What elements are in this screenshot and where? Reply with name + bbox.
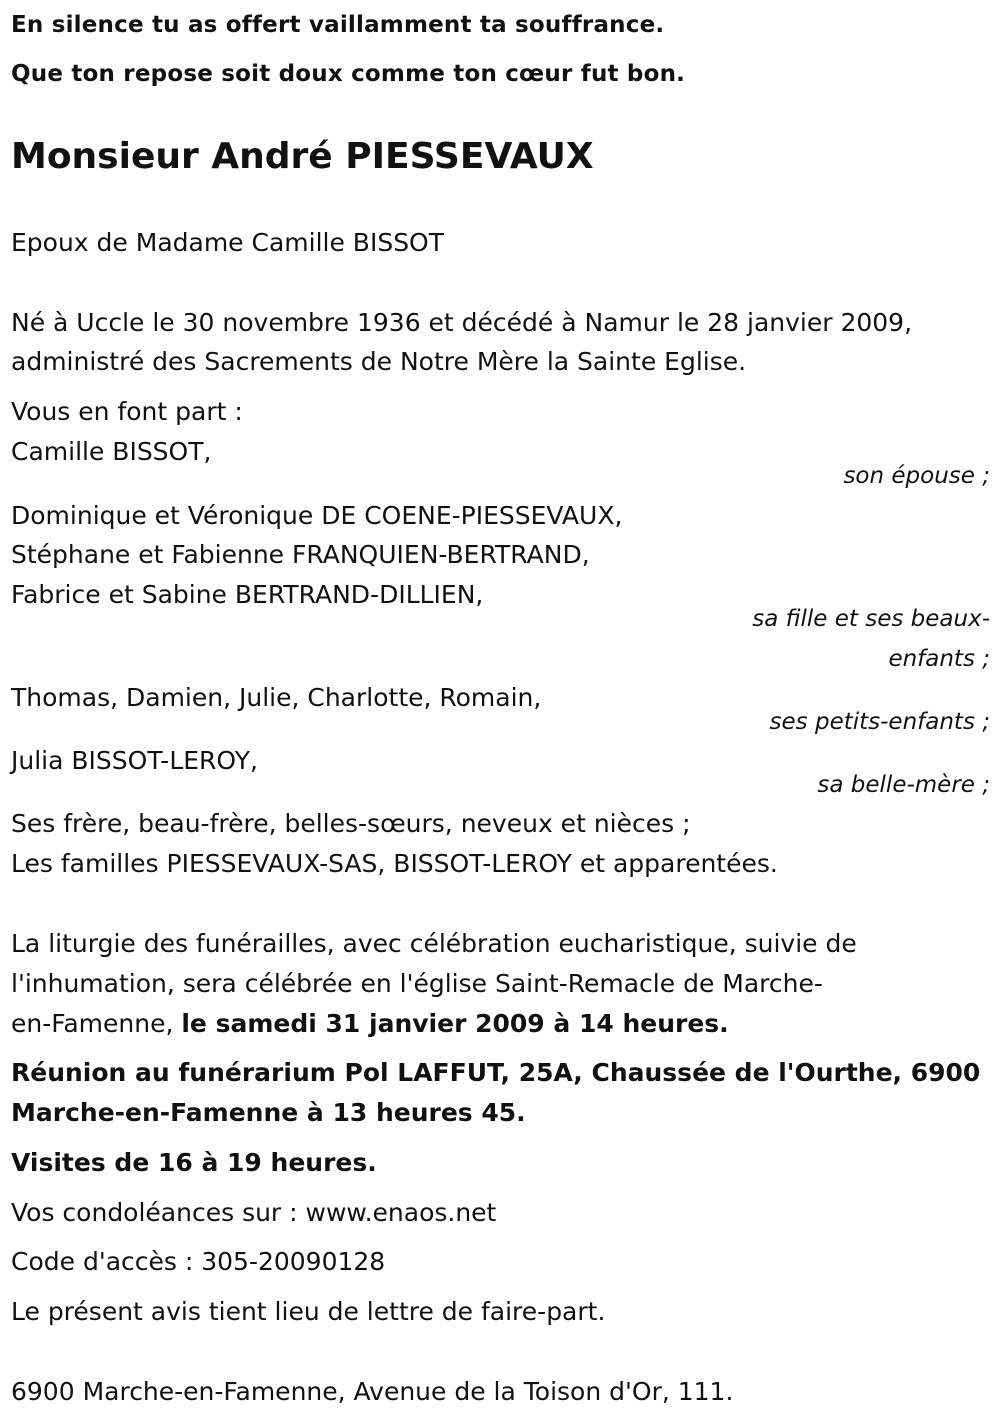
liturgy-line — [11, 1009, 729, 1039]
deceased-name: Monsieur André PIESSEVAUX — [11, 136, 594, 177]
extended-family-line: Les familles PIESSEVAUX-SAS, BISSOT-LEROY et apparentées. — [11, 849, 778, 878]
visits-line: Visites de 16 à 19 heures. — [11, 1148, 377, 1177]
relation-label: sa fille et ses beaux- — [752, 606, 990, 632]
meeting-line: Marche-en-Famenne à 13 heures 45. — [11, 1098, 526, 1127]
funeral-date: le samedi 31 janvier 2009 à 14 heures. — [181, 1009, 729, 1038]
family-member-name: Stéphane et Fabienne FRANQUIEN-BERTRAND, — [11, 540, 590, 569]
relation-label: ses petits-enfants ; — [769, 709, 990, 735]
family-member-name: Dominique et Véronique DE COENE-PIESSEVAUX, — [11, 501, 623, 530]
birth-death-line: Né à Uccle le 30 novembre 1936 et décédé à Namur le 28 janvier 2009, — [11, 308, 913, 337]
meeting-line: Réunion au funérarium Pol LAFFUT, 25A, Chaussée de l'Ourthe, 6900 — [11, 1058, 981, 1087]
extended-family-line: Ses frère, beau-frère, belles-sœurs, neveux et nièces ; — [11, 809, 691, 838]
relation-label: sa belle-mère ; — [817, 772, 990, 798]
access-code-line: Code d'accès : 305-20090128 — [11, 1247, 386, 1276]
spouse-line: Epoux de Madame Camille BISSOT — [11, 228, 445, 257]
condolences-line: Vos condoléances sur : www.enaos.net — [11, 1198, 497, 1227]
liturgy-location-text: en-Famenne, — [11, 1009, 182, 1038]
relation-label: enfants ; — [888, 646, 990, 672]
family-member-name: Thomas, Damien, Julie, Charlotte, Romain, — [11, 683, 542, 712]
sacraments-line: administré des Sacrements de Notre Mère la Sainte Eglise. — [11, 347, 747, 376]
family-member-name: Julia BISSOT-LEROY, — [11, 746, 258, 775]
liturgy-line: l'inhumation, sera célébrée en l'église Saint-Remacle de Marche- — [11, 969, 823, 998]
notice-line: Le présent avis tient lieu de lettre de faire-part. — [11, 1297, 606, 1326]
announcement-intro: Vous en font part : — [11, 397, 243, 426]
address-line: 6900 Marche-en-Famenne, Avenue de la Toison d'Or, 111. — [11, 1377, 734, 1406]
relation-label: son épouse ; — [843, 463, 990, 489]
liturgy-line: La liturgie des funérailles, avec célébration eucharistique, suivie de — [11, 929, 857, 958]
epigraph-line-1: En silence tu as offert vaillamment ta souffrance. — [11, 12, 665, 38]
family-member-name: Camille BISSOT, — [11, 437, 212, 466]
family-member-name: Fabrice et Sabine BERTRAND-DILLIEN, — [11, 580, 484, 609]
epigraph-line-2: Que ton repose soit doux comme ton cœur fut bon. — [11, 61, 686, 87]
